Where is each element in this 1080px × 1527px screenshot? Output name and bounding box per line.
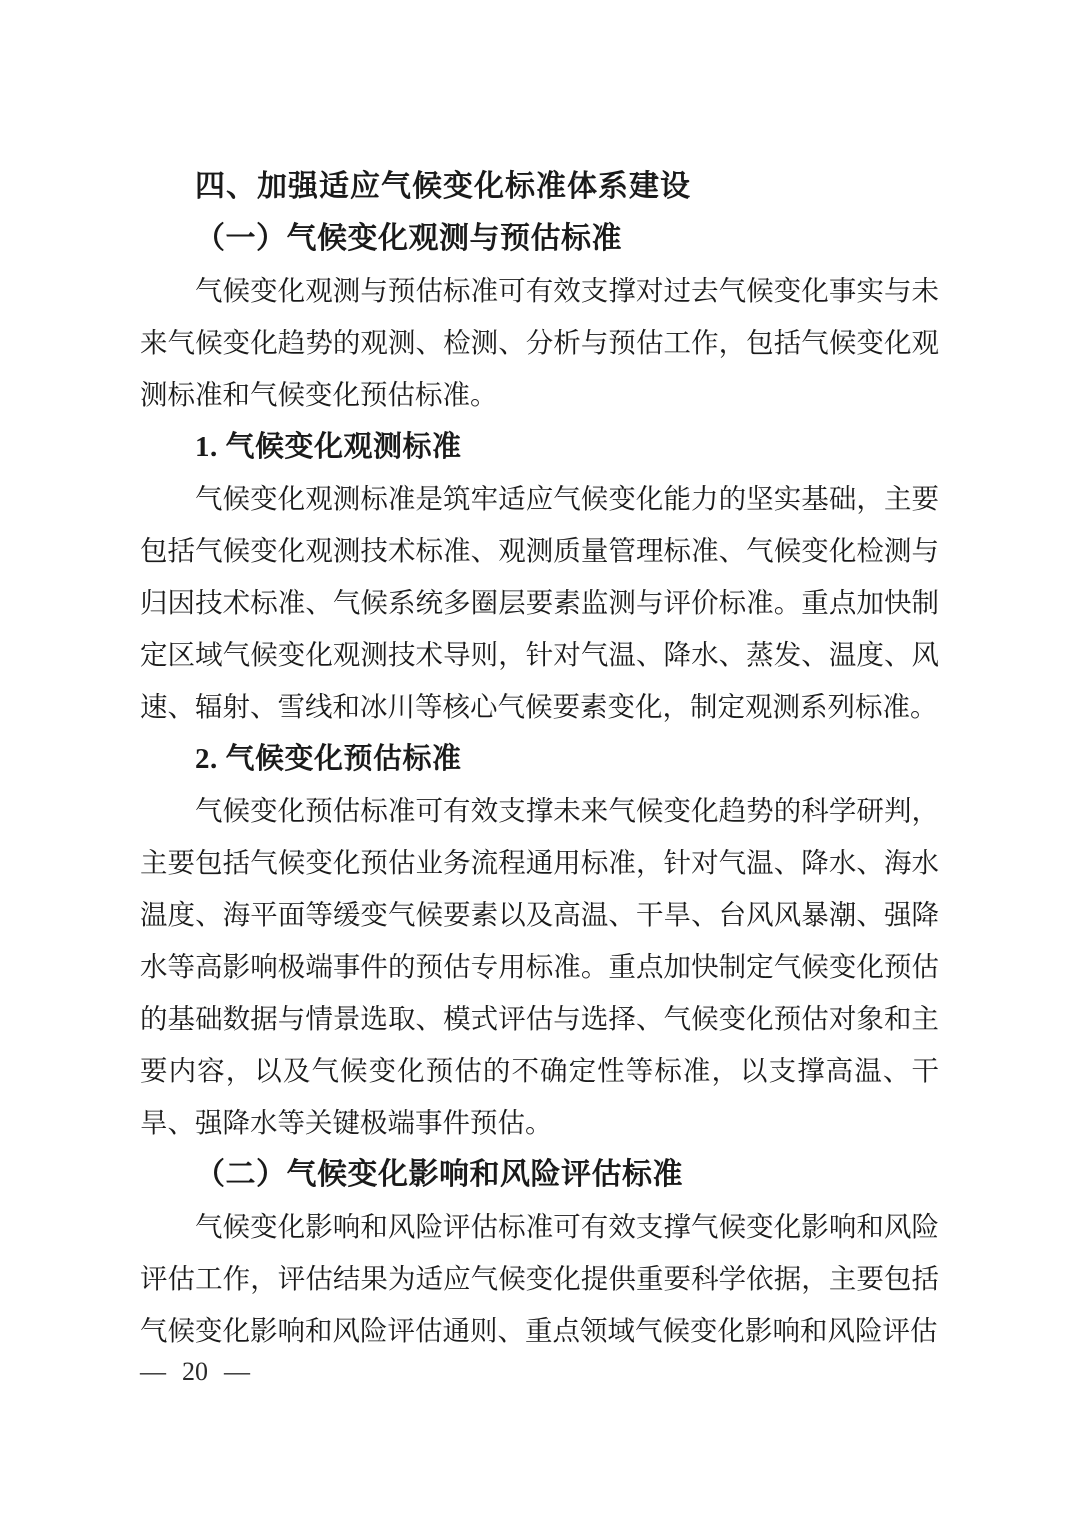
numbered-heading-1: 1. 气候变化观测标准 xyxy=(195,431,462,463)
paragraph-observation-standards: 气候变化观测标准是筑牢适应气候变化能力的坚实基础，主要包括气候变化观测技术标准、观测质量管理标准、气候变化检测与归因技术标准、气候系统多圈层要素监测与评价标准。重点加快制定区域气候变化观测技术导则，针对气温、降水、蒸发、温度、风速、辐射、雪线和冰川等核心气候要素变化，制定观测系列标准。 xyxy=(140,483,939,722)
subsection-heading-2: （二）气候变化影响和风险评估标准 xyxy=(195,1158,683,1191)
page-footer xyxy=(140,1352,250,1392)
paragraph-overview: 气候变化观测与预估标准可有效支撑对过去气候变化事实与未来气候变化趋势的观测、检测、分析与预估工作，包括气候变化观测标准和气候变化预估标准。 xyxy=(140,275,939,410)
document-content xyxy=(140,161,939,1357)
footer-left-dash: — xyxy=(140,1357,166,1386)
footer-right-dash: — xyxy=(224,1357,250,1386)
paragraph-risk-assessment: 气候变化影响和风险评估标准可有效支撑气候变化影响和风险评估工作，评估结果为适应气候变化提供重要科学依据，主要包括气候变化影响和风险评估通则、重点领域气候变化影响和风险评估 xyxy=(140,1211,939,1346)
paragraph-projection-standards: 气候变化预估标准可有效支撑未来气候变化趋势的科学研判，主要包括气候变化预估业务流程通用标准，针对气温、降水、海水温度、海平面等缓变气候要素以及高温、干旱、台风风暴潮、强降水等高影响极端事件的预估专用标准。重点加快制定气候变化预估的基础数据与情景选取、模式评估与选择、气候变化预估对象和主要内容，以及气候变化预估的不确定性等标准，以支撑高温、干旱、强降水等关键极端事件预估。 xyxy=(140,795,939,1138)
chapter-heading: 四、加强适应气候变化标准体系建设 xyxy=(195,170,691,203)
numbered-heading-2: 2. 气候变化预估标准 xyxy=(195,743,462,775)
page-number: 20 xyxy=(182,1357,208,1386)
subsection-heading-1: （一）气候变化观测与预估标准 xyxy=(195,222,622,255)
